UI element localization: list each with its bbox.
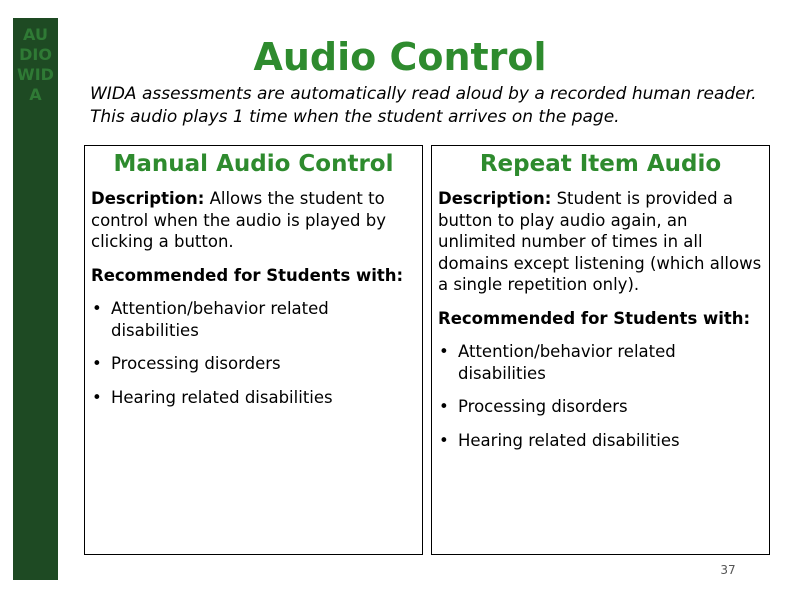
recommended-list: [91, 298, 416, 408]
bullet-icon: •: [92, 387, 102, 407]
sidebar-bar: [13, 18, 58, 580]
slide-subtitle: WIDA assessments are automatically read aloud by a recorded human reader. This audio plays 1 time when the student arrives on the page.: [90, 84, 757, 127]
slide-title: Audio Control: [253, 35, 547, 79]
description-label: Description:: [91, 189, 205, 208]
manual-audio-control-panel: [84, 145, 423, 555]
panel-title: Repeat Item Audio: [479, 151, 722, 177]
description-label: Description:: [438, 189, 552, 208]
bullet-icon: •: [439, 397, 449, 416]
recommended-list: [438, 341, 763, 451]
list-item: • Processing disorders: [439, 397, 628, 416]
recommended-heading: Recommended for Students with:: [91, 265, 404, 285]
bullet-icon: •: [92, 299, 102, 318]
list-item: • Attention/behavior related disabilities: [92, 299, 329, 340]
description-text: Student is provided a button to play audio again, an unlimited number of times in all domains except listening (which allows a single repetition only).: [438, 189, 762, 294]
list-item: • Hearing related disabilities: [439, 430, 680, 450]
description-text: Allows the student to control when the audio is played by clicking a button.: [91, 189, 387, 251]
sidebar-label: AUDIO WIDA: [17, 25, 54, 104]
repeat-item-audio-panel: [431, 145, 770, 555]
bullet-icon: •: [439, 342, 449, 361]
recommended-heading: Recommended for Students with:: [438, 308, 751, 328]
list-item: • Hearing related disabilities: [92, 387, 333, 407]
panel-title: Manual Audio Control: [113, 151, 394, 177]
list-item: • Attention/behavior related disabilities: [439, 342, 676, 383]
panel-description: [91, 188, 416, 253]
panel-description: [438, 188, 763, 296]
bullet-icon: •: [92, 354, 102, 373]
page-number: 37: [720, 563, 736, 577]
list-item: • Processing disorders: [92, 354, 281, 373]
bullet-icon: •: [439, 430, 449, 450]
